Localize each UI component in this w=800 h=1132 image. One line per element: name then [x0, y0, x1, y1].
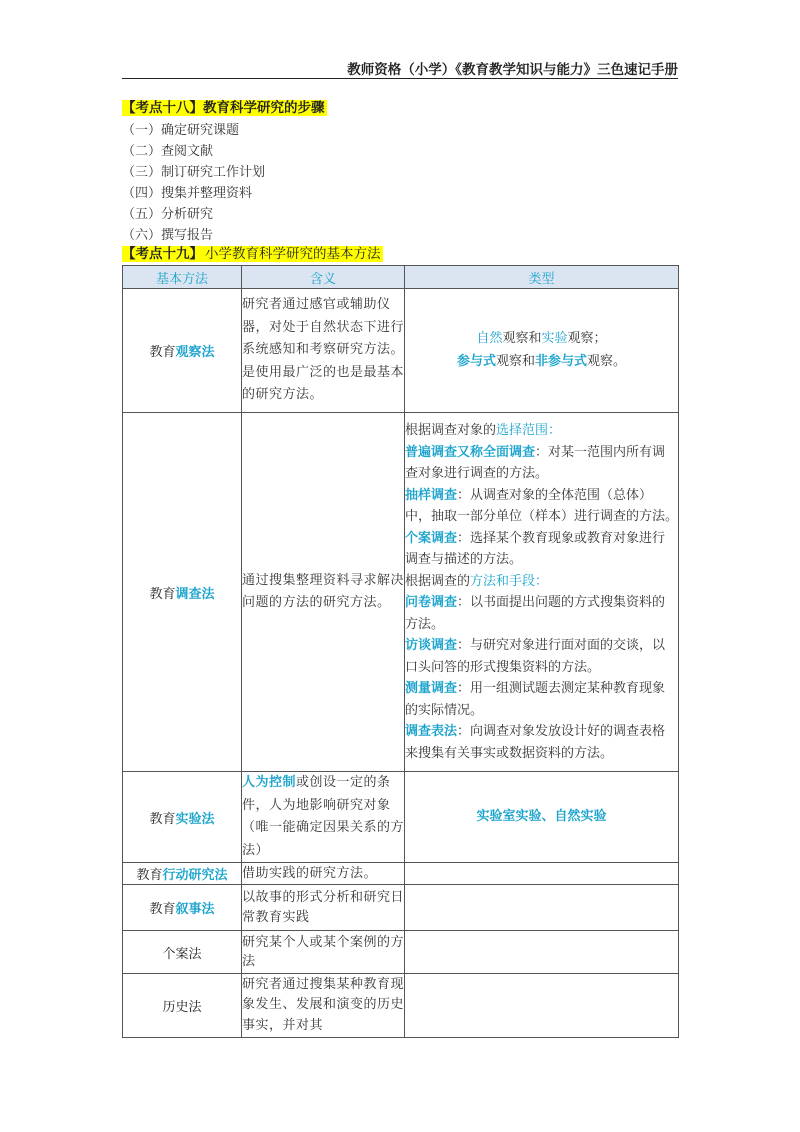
type-text: ：向调查对象发放设计好的调查表格来搜集有关事实或数据资料的方法。 — [405, 724, 666, 761]
type-key: 抽样调查 — [405, 487, 458, 503]
type-text: ：对某一范围内所有调查对象进行调查的方法。 — [405, 444, 666, 481]
name-prefix: 教育 — [149, 345, 176, 360]
type-key: 实验室实验、自然实验 — [476, 808, 607, 824]
type-text: 根据调查对象的 — [405, 423, 497, 438]
method-type — [405, 289, 679, 413]
research-methods-table — [122, 265, 679, 1038]
name-key: 观察法 — [175, 345, 215, 360]
name-prefix: 教育 — [149, 902, 176, 917]
table-row-action — [123, 863, 679, 885]
type-key: 选择范围： — [496, 423, 562, 438]
type-text: 观察。 — [587, 353, 627, 369]
method-meaning: 以故事的形式分析和研究日常教育实践 — [242, 885, 405, 931]
type-text: 观察； — [567, 331, 607, 346]
type-text: ：以书面提出问题的方式搜集资料的方法。 — [405, 595, 666, 632]
step-item: （三）制订研究工作计划 — [122, 165, 266, 180]
step-item: （六）撰写报告 — [122, 228, 214, 243]
name-key: 行动研究法 — [162, 868, 228, 883]
step-item: （二）查阅文献 — [122, 144, 214, 159]
type-key: 测量调查 — [405, 681, 458, 696]
method-name — [123, 863, 242, 885]
section18-heading-text: 【考点十八】教育科学研究的步骤 — [122, 100, 325, 116]
type-key: 方法和手段： — [470, 573, 549, 589]
method-name: 个案法 — [123, 931, 242, 974]
section19-heading-highlight: 【考点十九】 — [122, 246, 203, 262]
method-meaning: 研究某个人或某个案例的方法 — [242, 931, 405, 974]
table-row-case — [123, 931, 679, 974]
step-item: （五）分析研究 — [122, 207, 214, 222]
type-text: 观察和 — [502, 331, 542, 346]
method-type — [405, 863, 679, 885]
name-key: 实验法 — [175, 811, 215, 827]
method-meaning: 研究者通过搜集某种教育现象发生、发展和演变的历史事实，并对其 — [242, 974, 405, 1038]
method-name — [123, 413, 242, 772]
name-prefix: 教育 — [136, 868, 163, 883]
page-header: 教师资格（小学）《教育教学知识与能力》三色速记手册 — [347, 62, 678, 78]
header-type: 类型 — [405, 266, 679, 289]
name-key: 叙事法 — [175, 902, 215, 917]
method-type — [405, 974, 679, 1038]
header-meaning: 含义 — [242, 266, 405, 289]
type-text: 观察和 — [495, 353, 535, 369]
method-type — [405, 885, 679, 931]
type-key: 调查表法 — [405, 724, 458, 739]
method-name — [123, 772, 242, 863]
type-key: 访谈调查 — [405, 638, 458, 653]
header-method: 基本方法 — [123, 266, 242, 289]
type-text: ：与研究对象进行面对面的交谈，以口头问答的形式搜集资料的方法。 — [405, 638, 666, 675]
name-prefix: 教育 — [149, 586, 176, 602]
table-row-observation — [123, 289, 679, 413]
table-header-row — [123, 266, 679, 289]
name-prefix: 教育 — [149, 811, 176, 827]
section19-heading — [122, 244, 383, 264]
method-name — [123, 289, 242, 413]
section19-heading-rest: 小学教育科学研究的基本方法 — [205, 246, 381, 262]
type-key: 实验 — [541, 331, 568, 346]
method-name: 历史法 — [123, 974, 242, 1038]
type-key: 自然 — [476, 331, 503, 346]
method-meaning: 借助实践的研究方法。 — [242, 863, 405, 885]
type-text: ：选择某个教育现象或教育对象进行调查与描述的方法。 — [405, 530, 666, 567]
type-key: 参与式 — [456, 353, 496, 369]
section18-heading — [122, 98, 327, 118]
type-text: ：用一组测试题去测定某种教育现象的实际情况。 — [405, 681, 666, 718]
table-row-narrative — [123, 885, 679, 931]
method-name — [123, 885, 242, 931]
type-key: 个案调查 — [405, 530, 458, 546]
header-rule — [122, 78, 678, 79]
step-item: （一）确定研究课题 — [122, 123, 240, 138]
step-item: （四）搜集并整理资料 — [122, 186, 253, 201]
table-row-survey — [123, 413, 679, 772]
method-meaning: 研究者通过感官或辅助仪器，对处于自然状态下进行系统感知和考察研究方法。是使用最广泛的也是最基本的研究方法。 — [242, 289, 405, 413]
method-type — [405, 931, 679, 974]
research-steps-list — [122, 120, 265, 246]
type-text: 根据调查的 — [405, 573, 471, 589]
name-key: 调查法 — [175, 586, 215, 602]
method-meaning: 通过搜集整理资料寻求解决问题的方法的研究方法。 — [242, 413, 405, 772]
method-type — [405, 772, 679, 863]
type-key: 问卷调查 — [405, 595, 458, 610]
meaning-key: 人为控制 — [242, 775, 297, 790]
table-row-experiment — [123, 772, 679, 863]
type-key: 非参与式 — [535, 353, 588, 369]
method-meaning — [242, 772, 405, 863]
type-text: ：从调查对象的全体范围（总体）中，抽取一部分单位（样本）进行调查的方法。 — [405, 487, 679, 524]
method-type — [405, 413, 679, 772]
type-key: 普遍调查又称全面调查 — [405, 444, 536, 460]
meaning-text: 或创设一定的条件，人为地影响研究对象（唯一能确定因果关系的方法） — [242, 775, 405, 858]
table-row-history — [123, 974, 679, 1038]
